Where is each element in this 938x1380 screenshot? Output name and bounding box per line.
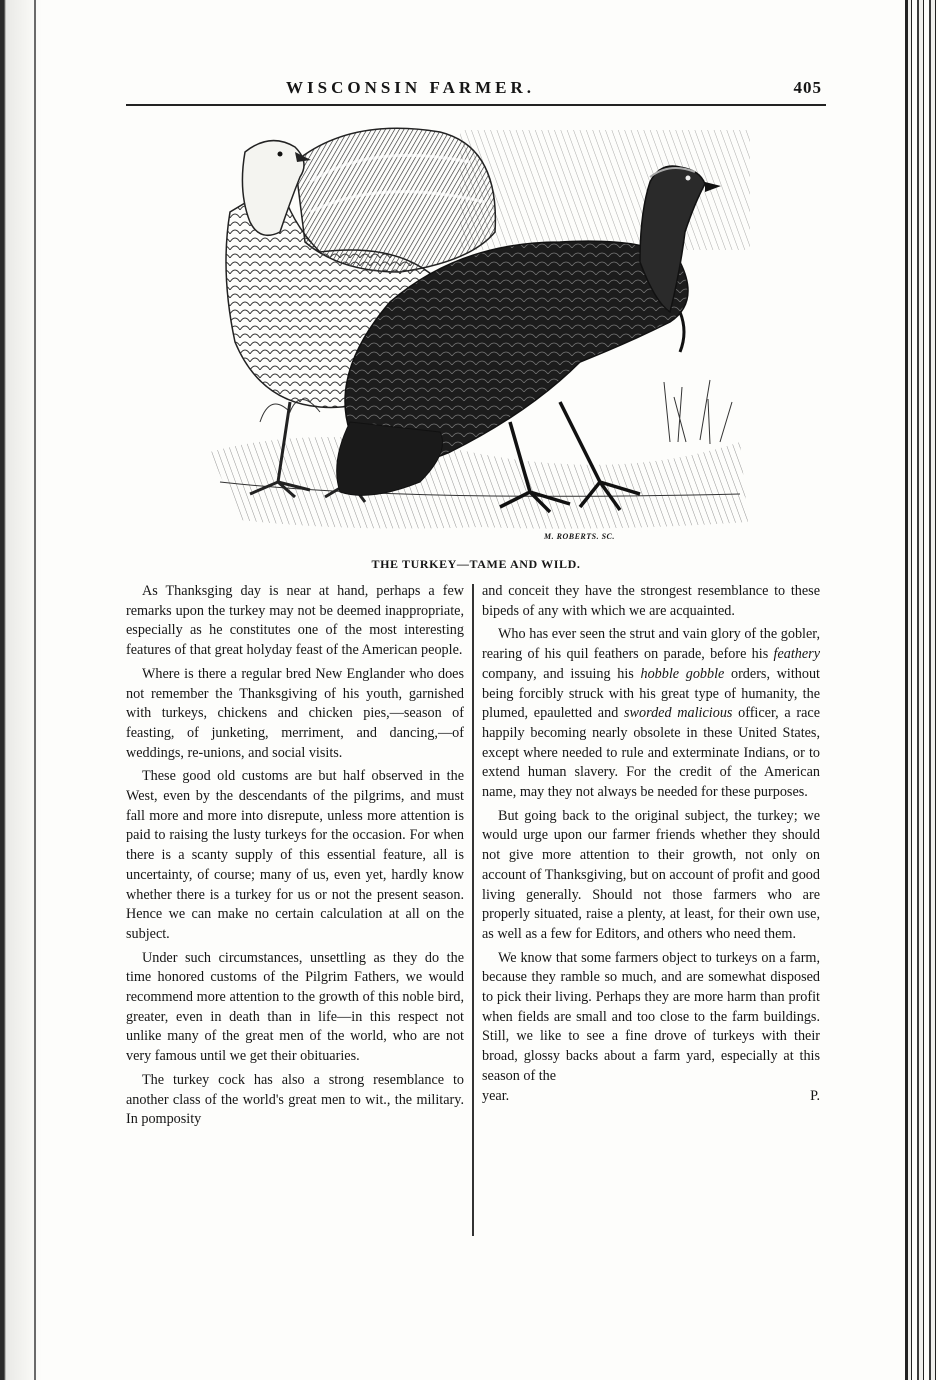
engraver-credit: M. ROBERTS. SC.	[544, 532, 615, 541]
paragraph-6-part-e: orders, without being forcibly struck with his great type of humanity, the plumed, epauletted and	[482, 665, 820, 722]
turkey-illustration	[200, 122, 760, 552]
paragraph-6	[482, 625, 820, 802]
article-left-column	[126, 582, 464, 1134]
closing-word: year.	[482, 1087, 510, 1104]
italic-hobble-gobble: hobble gobble	[640, 665, 725, 682]
paragraph-5-continued: and conceit they have the strongest resemblance to these bipeds of any with which we are acquainted.	[482, 583, 820, 619]
author-signature: P.	[810, 1087, 820, 1104]
paragraph-6-part-a: Who has ever seen the strut and vain glory of the gobler, rearing of his quil feathers on parade, before his	[482, 626, 820, 663]
closing-line	[482, 1087, 820, 1107]
article-right-column	[482, 582, 820, 1106]
right-page-edge-line	[905, 0, 908, 1380]
paragraph-4: Under such circumstances, unsettling as they do the time honored customs of the Pilgrim Fathers, we would recommend more attention to the growth of this noble bird, greater, even in death than in life—in this respect not unlike many of the great men of the world, who are not very famous until we get their obituaries.	[126, 949, 464, 1065]
journal-title: WISCONSIN FARMER.	[286, 78, 536, 97]
paragraph-7: But going back to the original subject, the turkey; we would urge upon our farmer friends whether they should not give more attention to their growth, not only on account of Thanksgiving, but on account of profit and good living generally. Should not those farmers who are properly situated, raise a plenty, at least, for their own use, as well as a few for Editors, and others who need them.	[482, 807, 820, 942]
paragraph-1: As Thanksging day is near at hand, perhaps a few remarks upon the turkey may not be deemed inappropriate, especially as he constitutes one of the most interesting features of that great holyday feast of the American people.	[126, 583, 464, 659]
italic-feathery: feathery	[773, 646, 820, 663]
figure-caption: THE TURKEY—TAME AND WILD.	[371, 557, 581, 571]
turkey-engraving	[200, 122, 760, 552]
paragraph-5: The turkey cock has also a strong resemblance to another class of the world's great men to wit., the military. In pomposity	[126, 1071, 464, 1128]
paragraph-3: These good old customs are but half observed in the West, even by the descendants of the pilgrims, and must fall more and more into disrepute, unless more attention is paid to raising the lusty turkeys for the occasion. For when there is a scanty supply of this essential feature, all is uncertainty, of course; many of us, even yet, hardly know whether there is a turkey for us or not the present season. Hence we can make no certain calculation at all on the subject.	[126, 768, 464, 942]
left-binding-edge	[0, 0, 42, 1380]
paragraph-8: We know that some farmers object to turkeys on a farm, because they ramble so much, and are somewhat disposed to pick their living. Perhaps they are more harm than profit when fields are small and too close to the farm buildings. Still, we like to see a fine drove of turkeys with their broad, glossy backs about a farm yard, especially at this season of the	[482, 949, 820, 1084]
paragraph-6-part-g: officer, a race happily becoming nearly obsolete in these United States, except where needed to rule and exterminate Indians, or to extend human slavery. For the credit of the American name, may they not always be needed for these purposes.	[482, 705, 820, 801]
page-number: 405	[793, 78, 822, 97]
paragraph-6-part-c: company, and issuing his	[482, 665, 641, 682]
paragraph-2: Where is there a regular bred New Englander who does not remember the Thanksgiving of his youth, garnished with turkeys, chickens and chicken pies,—season of feasting, of junketing, merriment, and dancing,—of weddings, re-unions, and social visits.	[126, 665, 464, 761]
italic-sworded-malicious: sworded malicious	[624, 705, 733, 722]
running-header	[126, 78, 826, 106]
column-divider	[472, 584, 474, 1236]
